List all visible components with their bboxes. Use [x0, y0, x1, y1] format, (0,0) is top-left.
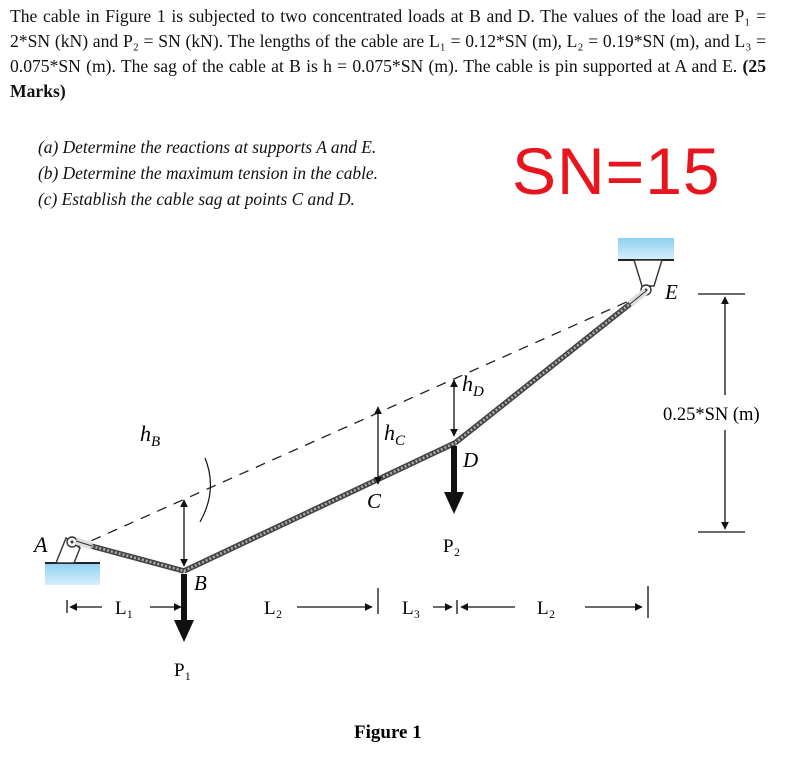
span-dimensions: [67, 586, 648, 618]
problem-text: The cable in Figure 1 is subjected to two concentrated loads at B and D. The values of the load are P₁ = 2*SN (kN) and P₂ = SN (kN). The lengths of the cable are L₁ = 0.12*SN (m), L₂ = 0.19*SN (m), and L₃ = 0.075*SN (m). The sag of the cable at B is h = 0.075*SN (m). The cable is pin supported at A and E.: [10, 6, 766, 76]
label-point-a: A: [34, 532, 48, 557]
sn-value-label: SN=15: [512, 134, 721, 208]
label-sag-hd: $h_D$: [462, 371, 484, 400]
load-p2-arrow: [444, 446, 464, 514]
label-span-l1: L₁: [115, 598, 134, 619]
load-p1-arrow: [174, 574, 194, 642]
question-b: (b) Determine the maximum tension in the cable.: [38, 163, 378, 183]
label-span-l2-right: L₂: [537, 598, 556, 619]
chord-dashed-line: [75, 296, 640, 548]
label-point-b: B: [194, 571, 207, 595]
label-point-c: C: [367, 489, 382, 513]
label-load-p1: P₁: [174, 660, 192, 681]
question-a: (a) Determine the reactions at supports A and E.: [38, 137, 377, 157]
marks-label: (25 Marks): [10, 56, 766, 101]
label-point-d: D: [463, 448, 479, 472]
label-point-e: E: [665, 280, 678, 304]
label-height: 0.25*SN (m): [663, 405, 760, 425]
label-load-p2: P₂: [443, 536, 461, 557]
label-span-l2-left: L₂: [264, 598, 283, 619]
label-sag-hb: $h_B$: [140, 421, 161, 450]
sag-hb-dimension: [140, 421, 210, 566]
question-c: (c) Establish the cable sag at points C and D.: [38, 189, 355, 209]
cable: [76, 291, 646, 571]
label-span-l3: L₃: [402, 598, 421, 619]
figure-caption: Figure 1: [354, 722, 422, 743]
label-sag-hc: $h_C$: [384, 420, 406, 449]
